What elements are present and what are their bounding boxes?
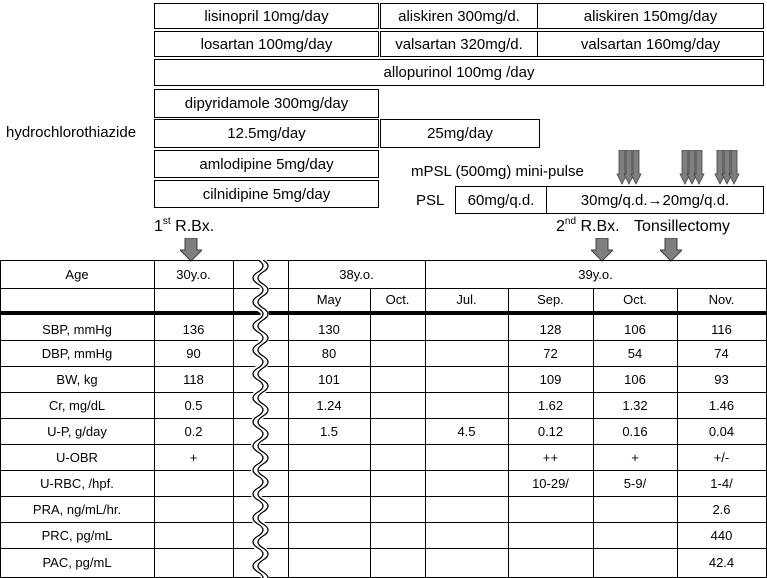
- table-cell: [154, 548, 233, 577]
- amlodipine-bar: amlodipine 5mg/day: [154, 150, 379, 178]
- valsartan-320-bar: valsartan 320mg/d.: [380, 31, 538, 57]
- table-cell: 1.62: [537, 397, 564, 413]
- table-cell: [593, 522, 677, 548]
- psl-label: PSL: [416, 192, 445, 209]
- table-cell: [508, 548, 593, 577]
- table-cell: [425, 522, 508, 548]
- valsartan-160-bar: valsartan 160mg/day: [537, 31, 764, 57]
- mpsl-label: mPSL (500mg) mini-pulse: [411, 163, 584, 180]
- table-cell: 128: [539, 321, 562, 337]
- table-hline: [0, 311, 767, 315]
- table-cell: [425, 444, 508, 470]
- table-cell: [508, 522, 593, 548]
- row-label: U-P, g/day: [47, 423, 107, 439]
- month-header: Oct.: [385, 292, 410, 307]
- clinical-data-table: [0, 260, 767, 578]
- aliskiren-150-bar: aliskiren 150mg/day: [537, 3, 764, 29]
- table-cell: [425, 340, 508, 366]
- table-cell: ++: [542, 449, 559, 465]
- allopurinol-bar: allopurinol 100mg /day: [154, 59, 764, 86]
- table-cell: 93: [714, 371, 729, 387]
- row-label: PRC, pg/mL: [41, 527, 113, 543]
- table-cell: 0.5: [184, 397, 203, 413]
- lisinopril-bar: lisinopril 10mg/day: [154, 3, 379, 29]
- dipyridamole-bar: dipyridamole 300mg/day: [154, 89, 379, 118]
- row-label: Cr, mg/dL: [48, 397, 106, 413]
- table-cell: 5-9/: [623, 475, 647, 491]
- table-cell: [508, 496, 593, 522]
- month-header: Nov.: [708, 292, 735, 307]
- table-cell: 101: [318, 371, 340, 387]
- age-38-header: 38y.o.: [339, 266, 374, 282]
- month-header: May: [316, 292, 342, 307]
- row-label: PRA, ng/mL/hr.: [32, 501, 122, 517]
- table-cell: 0.16: [622, 423, 648, 439]
- table-cell: [425, 496, 508, 522]
- table-cell: 10-29/: [532, 475, 569, 491]
- table-cell: [370, 318, 425, 340]
- table-cell: [370, 470, 425, 496]
- row-label: BW, kg: [56, 371, 98, 387]
- table-cell: [370, 340, 425, 366]
- age-header: Age: [65, 266, 89, 282]
- hctz-label: hydrochlorothiazide: [6, 124, 137, 141]
- table-cell: 118: [183, 371, 204, 387]
- table-cell: 2.6: [712, 501, 731, 517]
- hctz-12-bar: 12.5mg/day: [154, 119, 379, 148]
- table-cell: 0.2: [184, 423, 203, 439]
- table-cell: [370, 522, 425, 548]
- table-cell: 0.04: [708, 423, 735, 439]
- table-cell: 80: [321, 345, 337, 361]
- psl-30-20-bar: 30mg/q.d.→20mg/q.d.: [546, 186, 764, 214]
- table-cell: 1.46: [708, 397, 735, 413]
- table-cell: [370, 444, 425, 470]
- table-vline: [233, 260, 234, 578]
- table-cell: 90: [186, 345, 201, 361]
- losartan-bar: losartan 100mg/day: [154, 31, 379, 57]
- first-rbx-arrow: [180, 238, 202, 262]
- first-rbx-label: 1st R.Bx.: [154, 216, 215, 235]
- table-cell: [593, 496, 677, 522]
- table-cell: [288, 548, 370, 577]
- tonsillectomy-label: Tonsillectomy: [634, 218, 731, 235]
- table-cell: 1.5: [319, 423, 339, 439]
- axis-break-mark: [246, 260, 276, 578]
- table-cell: +: [189, 449, 198, 465]
- table-cell: [154, 470, 233, 496]
- table-cell: [425, 366, 508, 392]
- table-cell: [154, 496, 233, 522]
- month-header: Jul.: [456, 292, 477, 307]
- table-cell: [425, 470, 508, 496]
- table-cell: 72: [543, 345, 558, 361]
- row-label: U-OBR: [56, 449, 98, 465]
- table-cell: 130: [318, 321, 340, 337]
- table-cell: 1-4/: [710, 475, 733, 491]
- row-label: SBP, mmHg: [42, 321, 112, 337]
- aliskiren-300-bar: aliskiren 300mg/d.: [380, 3, 538, 29]
- month-header: Oct.: [623, 292, 647, 307]
- table-cell: 1.32: [622, 397, 648, 413]
- table-cell: [288, 444, 370, 470]
- table-cell: 116: [711, 321, 732, 337]
- table-cell: 440: [710, 527, 733, 543]
- row-label: U-RBC, /hpf.: [40, 475, 114, 491]
- table-cell: 136: [182, 321, 205, 337]
- table-cell: [288, 470, 370, 496]
- table-cell: +: [631, 449, 639, 465]
- age-39-header: 39y.o.: [578, 266, 613, 282]
- table-cell: 106: [624, 371, 646, 387]
- table-cell: [288, 522, 370, 548]
- table-cell: [425, 318, 508, 340]
- table-cell: [370, 418, 425, 444]
- table-cell: [425, 548, 508, 577]
- table-cell: [154, 522, 233, 548]
- table-cell: 74: [714, 345, 729, 361]
- table-cell: [370, 392, 425, 418]
- table-cell: [288, 496, 370, 522]
- psl-60-bar: 60mg/q.d.: [455, 186, 547, 214]
- table-cell: [370, 548, 425, 577]
- table-cell: 1.24: [316, 397, 342, 413]
- month-header: Sep.: [537, 292, 564, 307]
- tonsillectomy-arrow: [660, 238, 682, 262]
- table-cell: [593, 548, 677, 577]
- second-rbx-label: 2nd R.Bx.: [556, 216, 620, 235]
- table-cell: [370, 366, 425, 392]
- table-cell: 0.12: [537, 423, 564, 439]
- hctz-25-bar: 25mg/day: [380, 119, 540, 148]
- table-cell: 54: [627, 345, 643, 361]
- table-cell: 42.4: [708, 555, 735, 570]
- row-label: DBP, mmHg: [41, 345, 113, 361]
- mpsl-pulse-arrows: [610, 150, 745, 186]
- table-cell: [425, 392, 508, 418]
- age-30-header: 30y.o.: [176, 266, 211, 282]
- table-cell: 109: [539, 371, 562, 387]
- row-label: PAC, pg/mL: [42, 555, 112, 570]
- table-cell: 106: [624, 321, 646, 337]
- second-rbx-arrow: [591, 238, 613, 262]
- table-cell: +/-: [713, 449, 730, 465]
- table-cell: [370, 496, 425, 522]
- cilnidipine-bar: cilnidipine 5mg/day: [154, 180, 379, 208]
- table-cell: 4.5: [457, 423, 476, 439]
